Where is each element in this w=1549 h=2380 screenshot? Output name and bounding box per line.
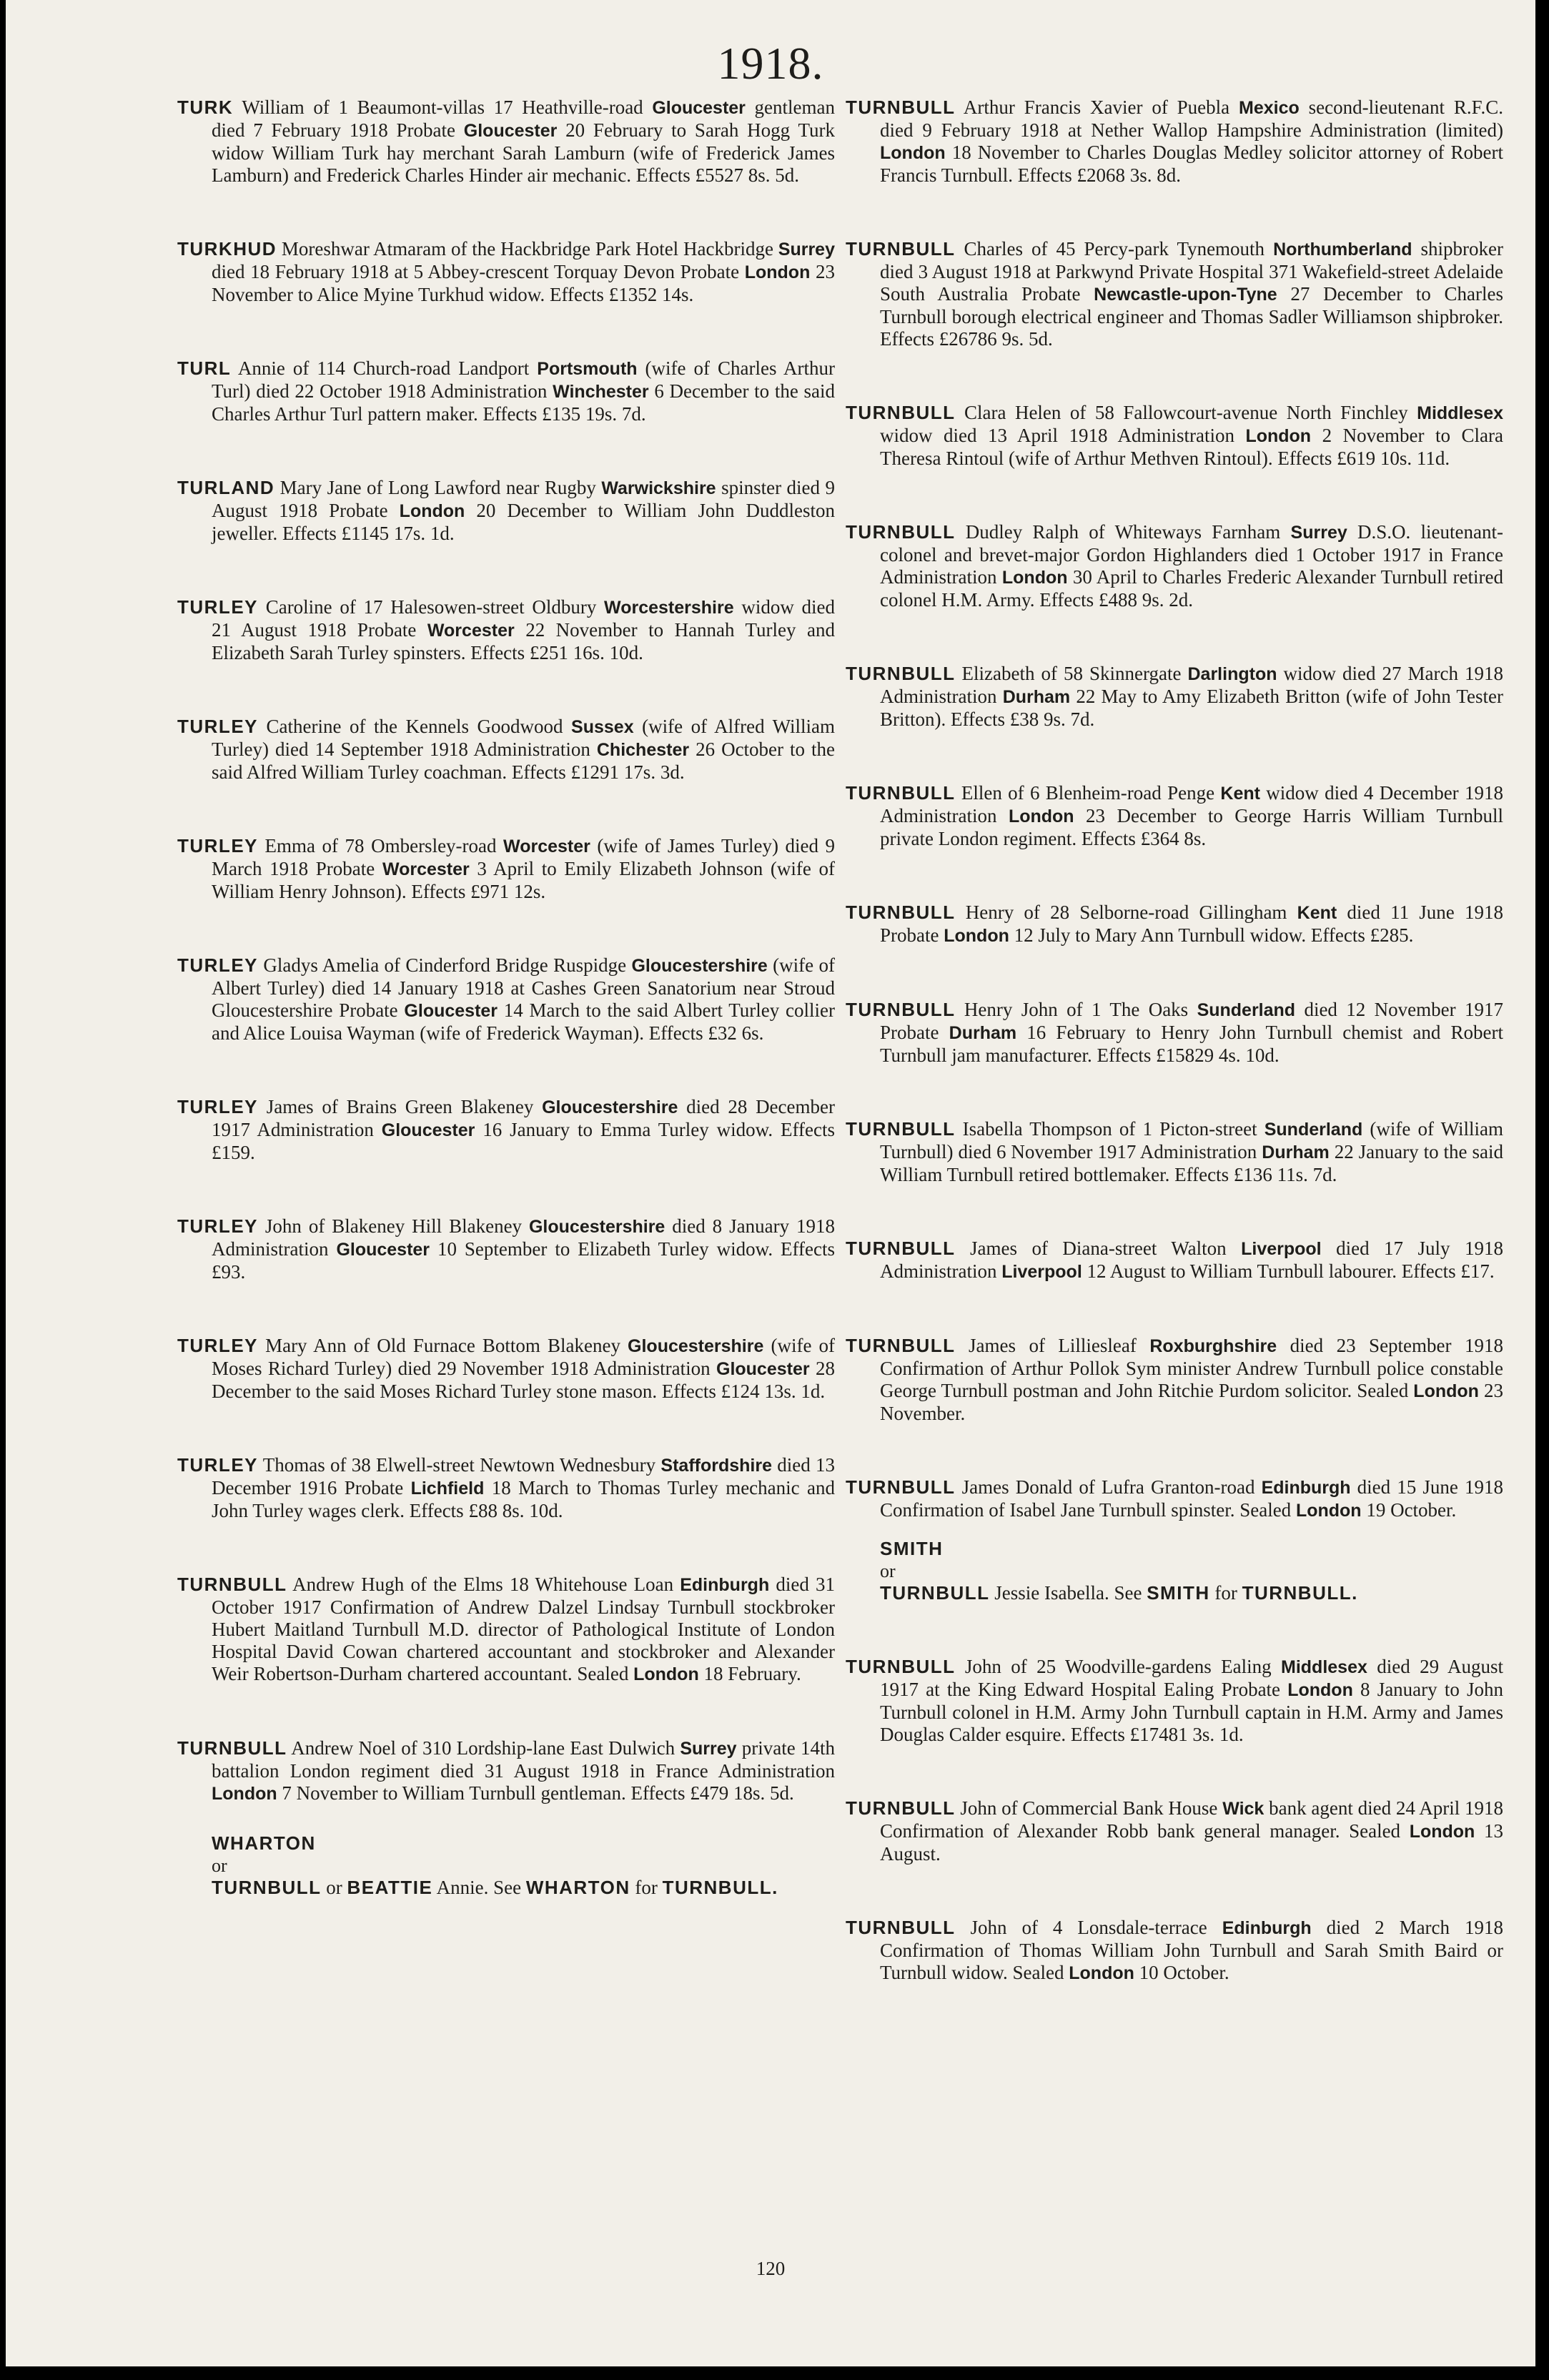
xref-or: or [212,1855,227,1876]
entry-place: London [399,501,465,521]
entry-place: Gloucester [716,1359,810,1379]
entry-text: widow died 13 April 1918 Administration [880,425,1246,446]
register-entry [177,1454,835,1522]
entry-place: Wick [1222,1799,1265,1819]
register-entry [846,1656,1503,1746]
xref-name-1: SMITH [880,1538,944,1559]
entry-text: Ellen of 6 Blenheim-road Penge [955,782,1221,804]
register-entry [846,1335,1503,1425]
entry-text: John of Commercial Bank House [955,1797,1223,1819]
register-entry [177,1574,835,1686]
entry-place: London [1001,568,1068,588]
entry-text: Thomas of 38 Elwell-street Newtown Wednesbury [258,1454,661,1476]
entry-text: 27 December to Charles Turnbull borough electrical engineer and Thomas Sadler Williamson shipbroker. Effects £26786 9s. 5d. [880,283,1503,350]
entry-text: 23 November. [880,1380,1504,1424]
entry-text: William of 1 Beaumont-villas 17 Heathville-road [233,97,653,118]
entry-text: James of Lilliesleaf [955,1335,1150,1356]
entry-surname: TURNBULL [846,1797,956,1819]
register-entry [846,1797,1503,1865]
entry-text: (wife of Albert Turley) died 14 January 1918 at Cashes Green Sanatorium near Stroud Gloucestershire Probate [212,954,835,1021]
entry-surname: TURNBULL [846,999,956,1020]
right-entries [846,97,1503,1522]
entry-place: London [1409,1822,1475,1842]
register-entry [177,1215,835,1283]
entry-text: (wife of Moses Richard Turley) died 29 November 1918 Administration [212,1335,835,1379]
register-entry [846,1476,1503,1522]
entry-place: Lichfield [410,1478,485,1498]
entry-text: 22 November to Hannah Turley and Elizabeth Sarah Turley spinsters. Effects £251 16s. 10d. [212,619,835,663]
entry-place: Liverpool [1241,1239,1322,1259]
entry-place: London [1008,806,1074,826]
entry-text: died 29 August 1917 at the King Edward Hospital Ealing Probate [880,1656,1503,1700]
entry-text: James of Diana-street Walton [955,1238,1242,1259]
entry-place: Chichester [596,740,690,760]
entry-place: Liverpool [1001,1262,1082,1282]
xref-see-name: SMITH [1147,1582,1210,1604]
register-entry [846,402,1503,470]
entry-text: Clara Helen of 58 Fallowcourt-avenue North Finchley [955,402,1417,423]
entry-text: Mary Ann of Old Furnace Bottom Blakeney [258,1335,628,1356]
entry-text: 7 November to William Turnbull gentleman. Effects £479 18s. 5d. [277,1782,794,1804]
cross-reference-wharton [177,1832,835,1899]
entry-place: Gloucester [336,1240,430,1260]
entry-text: John of 4 Lonsdale-terrace [955,1917,1222,1938]
page-number: 120 [756,2258,786,2279]
entry-place: London [744,262,811,282]
register-entry [846,238,1503,350]
entry-place: Gloucestershire [628,1336,764,1356]
entry-surname: TURNBULL [846,1118,956,1140]
entry-place: Durham [1262,1142,1330,1162]
entry-text: second-lieutenant R.F.C. died 9 February 1918 at Nether Wallop Hampshire Administration (limited) [880,97,1503,141]
entry-text: Elizabeth of 58 Skinnergate [955,663,1188,684]
entry-text: widow died 27 March 1918 Administration [880,663,1503,707]
entry-surname: TURNBULL [846,902,956,923]
entry-text: Andrew Noel of 310 Lordship-lane East Dulwich [287,1737,681,1759]
entry-text: 28 December to the said Moses Richard Turley stone mason. Effects £124 13s. 1d. [212,1358,835,1402]
entry-place: Durham [949,1023,1017,1043]
register-entry [177,596,835,664]
entry-place: London [1295,1501,1362,1521]
entry-place: Gloucester [381,1120,475,1140]
entry-text: private 14th battalion London regiment died 31 August 1918 in France Administration [212,1737,835,1782]
entry-text: Dudley Ralph of Whiteways Farnham [955,521,1291,543]
entry-place: London [1413,1381,1479,1401]
entry-place: London [944,926,1009,946]
entry-place: Kent [1297,903,1337,923]
xref-name-3: BEATTIE [347,1877,433,1898]
entry-text: 26 October to the said Alfred William Turley coachman. Effects £1291 17s. 3d. [212,739,835,783]
entry-place: Mexico [1239,98,1300,118]
cross-reference-smith [846,1538,1503,1604]
entry-surname: TURLEY [177,1096,258,1117]
register-entry [177,97,835,187]
register-entry [177,1096,835,1164]
entry-surname: TURLEY [177,716,258,737]
entry-text: died 23 September 1918 Confirmation of Arthur Pollok Sym minister Andrew Turnbull police constable George Turnbull postman and John Ritchie Purdom solicitor. Sealed [880,1335,1503,1401]
entry-text: 6 December to the said Charles Arthur Turl pattern maker. Effects £135 19s. 7d. [212,380,835,425]
entry-text: (wife of Alfred William Turley) died 14 September 1918 Administration [212,716,836,760]
xref-or-2: or [321,1877,347,1898]
entry-surname: TURLAND [177,477,275,498]
right-entries-tail [846,1656,1503,1985]
xref-text-2: for [630,1877,663,1898]
register-entry [846,782,1503,850]
entry-place: Roxburghshire [1149,1336,1277,1356]
entry-place: Worcester [382,859,470,879]
entry-place: Worcester [427,621,515,641]
entry-text: spinster died 9 August 1918 Probate [212,477,835,521]
entry-place: Sussex [571,717,634,737]
entry-surname: TURNBULL [846,782,956,804]
entry-surname: TURLEY [177,835,258,856]
entry-text: 18 February. [698,1663,801,1684]
entry-text: 19 October. [1361,1499,1457,1521]
register-entry [846,999,1503,1067]
entry-place: Gloucestershire [631,956,768,976]
entry-surname: TURL [177,357,232,379]
right-column [846,97,1503,2036]
entry-surname: TURKHUD [177,238,277,260]
entry-text: 16 January to Emma Turley widow. Effects £159. [212,1119,835,1163]
entry-surname: TURNBULL [846,238,956,260]
entry-place: Edinburgh [1222,1918,1312,1938]
entry-place: Sunderland [1264,1120,1363,1140]
entry-text: (wife of Charles Arthur Turl) died 22 October 1918 Administration [212,357,835,402]
entry-surname: TURNBULL [846,402,956,423]
entry-text: Mary Jane of Long Lawford near Rugby [274,477,602,498]
entry-place: Newcastle-upon-Tyne [1094,285,1277,305]
entry-place: Northumberland [1273,240,1412,260]
register-entry [846,521,1503,611]
register-entry [177,954,835,1045]
entry-text: James Donald of Lufra Granton-road [955,1476,1262,1498]
entry-text: 10 September to Elizabeth Turley widow. Effects £93. [212,1238,835,1283]
xref-name-1: WHARTON [212,1832,316,1854]
xref-text-1: Jessie Isabella. See [989,1582,1147,1604]
xref-target: TURNBULL. [1242,1582,1358,1604]
register-entry [177,1737,835,1805]
entry-place: London [880,143,946,163]
entry-text: 3 April to Emily Elizabeth Johnson (wife of William Henry Johnson). Effects £971 12s. [212,858,835,902]
entry-place: Durham [1002,687,1071,707]
entry-place: Sunderland [1197,1000,1296,1020]
entry-place: London [633,1664,699,1684]
entry-surname: TURLEY [177,1454,258,1476]
entry-text: (wife of James Turley) died 9 March 1918 Probate [212,835,835,879]
entry-surname: TURNBULL [846,663,956,684]
entry-text: 23 November to Alice Myine Turkhud widow. Effects £1352 14s. [212,261,835,305]
entry-place: Warwickshire [601,478,716,498]
entry-place: Middlesex [1417,403,1503,423]
entry-place: Gloucester [652,98,746,118]
entry-surname: TURNBULL [846,521,956,543]
entry-text: widow died 21 August 1918 Probate [212,596,835,641]
entry-place: Surrey [778,240,835,260]
entry-text: D.S.O. lieutenant-colonel and brevet-major Gordon Highlanders died 1 October 1917 in France Administration [880,521,1504,588]
entry-place: Edinburgh [1261,1478,1351,1498]
entry-place: London [1245,426,1312,446]
entry-text: gentleman died 7 February 1918 Probate [212,97,835,141]
left-entries [177,97,835,1805]
entry-surname: TURNBULL [846,1476,956,1498]
entry-text: 12 July to Mary Ann Turnbull widow. Effects £285. [1009,924,1414,946]
entry-surname: TURNBULL [846,1656,956,1677]
xref-text-2: for [1209,1582,1242,1604]
xref-name-2: TURNBULL [212,1877,322,1898]
entry-text: shipbroker died 3 August 1918 at Parkwynd Private Hospital 371 Wakefield-street Adelaide South Australia Probate [880,238,1503,305]
entry-text: 8 January to John Turnbull colonel in H.M. Army John Turnbull captain in H.M. Army and James Douglas Calder esquire. Effects £17481 3s. 1d. [880,1679,1503,1745]
entry-text: Catherine of the Kennels Goodwood [258,716,572,737]
xref-or: or [880,1561,896,1581]
register-entry [177,477,835,545]
entry-text: 20 February to Sarah Hogg Turk widow William Turk hay merchant Sarah Lamburn (wife of Frederick James Lamburn) and Frederick Charles Hinder air mechanic. Effects £5527 8s. 5d. [212,119,835,186]
register-entry [177,238,835,306]
entry-text: 22 January to the said William Turnbull retired bottlemaker. Effects £136 11s. 7d. [880,1141,1503,1185]
left-column [177,97,835,1950]
entry-surname: TURLEY [177,596,258,618]
entry-text: Henry of 28 Selborne-road Gillingham [955,902,1297,923]
register-entry [177,357,835,425]
entry-text: Charles of 45 Percy-park Tynemouth [955,238,1274,260]
entry-place: Staffordshire [660,1456,773,1476]
entry-place: London [212,1784,277,1804]
entry-place: Gloucester [463,121,558,141]
entry-text: 23 December to George Harris William Turnbull private London regiment. Effects £364 8s. [880,805,1503,849]
entry-surname: TURNBULL [846,1335,956,1356]
entry-text: 30 April to Charles Frederic Alexander Turnbull retired colonel H.M. Army. Effects £488 9s. 2d. [880,566,1504,611]
entry-text: 22 May to Amy Elizabeth Britton (wife of John Tester Britton). Effects £38 9s. 7d. [880,686,1503,730]
entry-surname: TURNBULL [846,97,956,118]
entry-place: Gloucester [404,1001,498,1021]
entry-text: died 13 December 1916 Probate [212,1454,835,1498]
entry-text: died 18 February 1918 at 5 Abbey-crescent Torquay Devon Probate [212,261,745,282]
entry-text: died 2 March 1918 Confirmation of Thomas William John Turnbull and Sarah Smith Baird or Turnbull widow. Sealed [880,1917,1503,1983]
entry-text: died 12 November 1917 Probate [880,999,1503,1043]
entry-place: Worcester [503,836,590,856]
entry-place: Surrey [1290,523,1347,543]
xref-target: TURNBULL. [662,1877,778,1898]
entry-text: (wife of William Turnbull) died 6 November 1917 Administration [880,1118,1503,1162]
entry-place: Gloucestershire [542,1097,678,1117]
entry-text: 10 October. [1134,1962,1229,1983]
entry-surname: TURNBULL [177,1574,287,1595]
entry-text: Henry John of 1 The Oaks [955,999,1197,1020]
entry-text: died 17 July 1918 Administration [880,1238,1503,1282]
entry-surname: TURLEY [177,954,258,976]
entry-text: 2 November to Clara Theresa Rintoul (wife of Arthur Methven Rintoul). Effects £619 10s. 11d. [880,425,1503,469]
entry-place: Edinburgh [680,1575,770,1595]
entry-surname: TURLEY [177,1215,258,1237]
entry-surname: TURNBULL [177,1737,287,1759]
register-entry [177,835,835,903]
entry-text: died 28 December 1917 Administration [212,1096,835,1140]
entry-text: Emma of 78 Ombersley-road [258,835,504,856]
entry-place: Middlesex [1281,1657,1367,1677]
entry-text: Gladys Amelia of Cinderford Bridge Ruspidge [258,954,632,976]
entry-text: 12 August to William Turnbull labourer. Effects £17. [1082,1260,1495,1282]
register-entry [177,716,835,784]
entry-text: Andrew Hugh of the Elms 18 Whitehouse Loan [287,1574,681,1595]
entry-surname: TURK [177,97,234,118]
entry-place: Kent [1220,784,1260,804]
entry-text: died 31 October 1917 Confirmation of Andrew Dalzel Lindsay Turnbull stockbroker Hubert Maitland Turnbull M.D. director of Pathological Institute of London Hospital David Cowan chartered accountant and stockbroker and Alexander Weir Robertson-Durham chartered accountant. Sealed [212,1574,835,1684]
register-entry [177,1335,835,1403]
entry-text: Caroline of 17 Halesowen-street Oldbury [258,596,605,618]
entry-text: John of Blakeney Hill Blakeney [258,1215,529,1237]
register-entry [846,1238,1503,1283]
xref-text-1: Annie. See [432,1877,526,1898]
entry-text: 18 November to Charles Douglas Medley solicitor attorney of Robert Francis Turnbull. Effects £2068 3s. 8d. [880,142,1503,186]
entry-place: London [1069,1963,1134,1983]
entry-text: Arthur Francis Xavier of Puebla [955,97,1239,118]
entry-place: Portsmouth [537,359,638,379]
register-page [6,0,1535,2366]
xref-see-name: WHARTON [525,1877,630,1898]
entry-text: widow died 4 December 1918 Administration [880,782,1503,826]
entry-text: 13 August. [880,1820,1503,1865]
entry-place: Darlington [1187,664,1277,684]
entry-text: John of 25 Woodville-gardens Ealing [955,1656,1281,1677]
entry-text: died 8 January 1918 Administration [212,1215,835,1260]
entry-surname: TURNBULL [846,1917,956,1938]
page-year-heading: 1918. [717,38,824,89]
entry-text: 18 March to Thomas Turley mechanic and John Turley wages clerk. Effects £88 8s. 10d. [212,1477,836,1521]
entry-text: 16 February to Henry John Turnbull chemist and Robert Turnbull jam manufacturer. Effects £15829 4s. 10d. [880,1022,1503,1066]
xref-name-2: TURNBULL [880,1582,990,1604]
entry-text: died 11 June 1918 Probate [880,902,1503,946]
register-entry [846,663,1503,731]
register-entry [846,1917,1503,1985]
entry-place: Worcestershire [604,598,734,618]
register-entry [846,1118,1503,1186]
entry-text: died 15 June 1918 Confirmation of Isabel Jane Turnbull spinster. Sealed [880,1476,1503,1521]
entry-text: 20 December to William John Duddleston jeweller. Effects £1145 17s. 1d. [212,500,836,544]
register-entry [846,97,1503,187]
entry-text: bank agent died 24 April 1918 Confirmation of Alexander Robb bank general manager. Sealed [880,1797,1503,1842]
entry-text: Isabella Thompson of 1 Picton-street [955,1118,1265,1140]
entry-text: James of Brains Green Blakeney [258,1096,543,1117]
entry-text: Annie of 114 Church-road Landport [231,357,538,379]
entry-place: Gloucestershire [528,1217,665,1237]
entry-place: London [1287,1680,1353,1700]
entry-text: Moreshwar Atmaram of the Hackbridge Park Hotel Hackbridge [277,238,778,260]
entry-surname: TURNBULL [846,1238,956,1259]
entry-place: Winchester [553,382,649,402]
register-entry [846,902,1503,947]
entry-place: Surrey [680,1739,737,1759]
entry-surname: TURLEY [177,1335,258,1356]
entry-text: 14 March to the said Albert Turley collier and Alice Louisa Wayman (wife of Frederick Wayman). Effects £32 6s. [212,999,835,1044]
